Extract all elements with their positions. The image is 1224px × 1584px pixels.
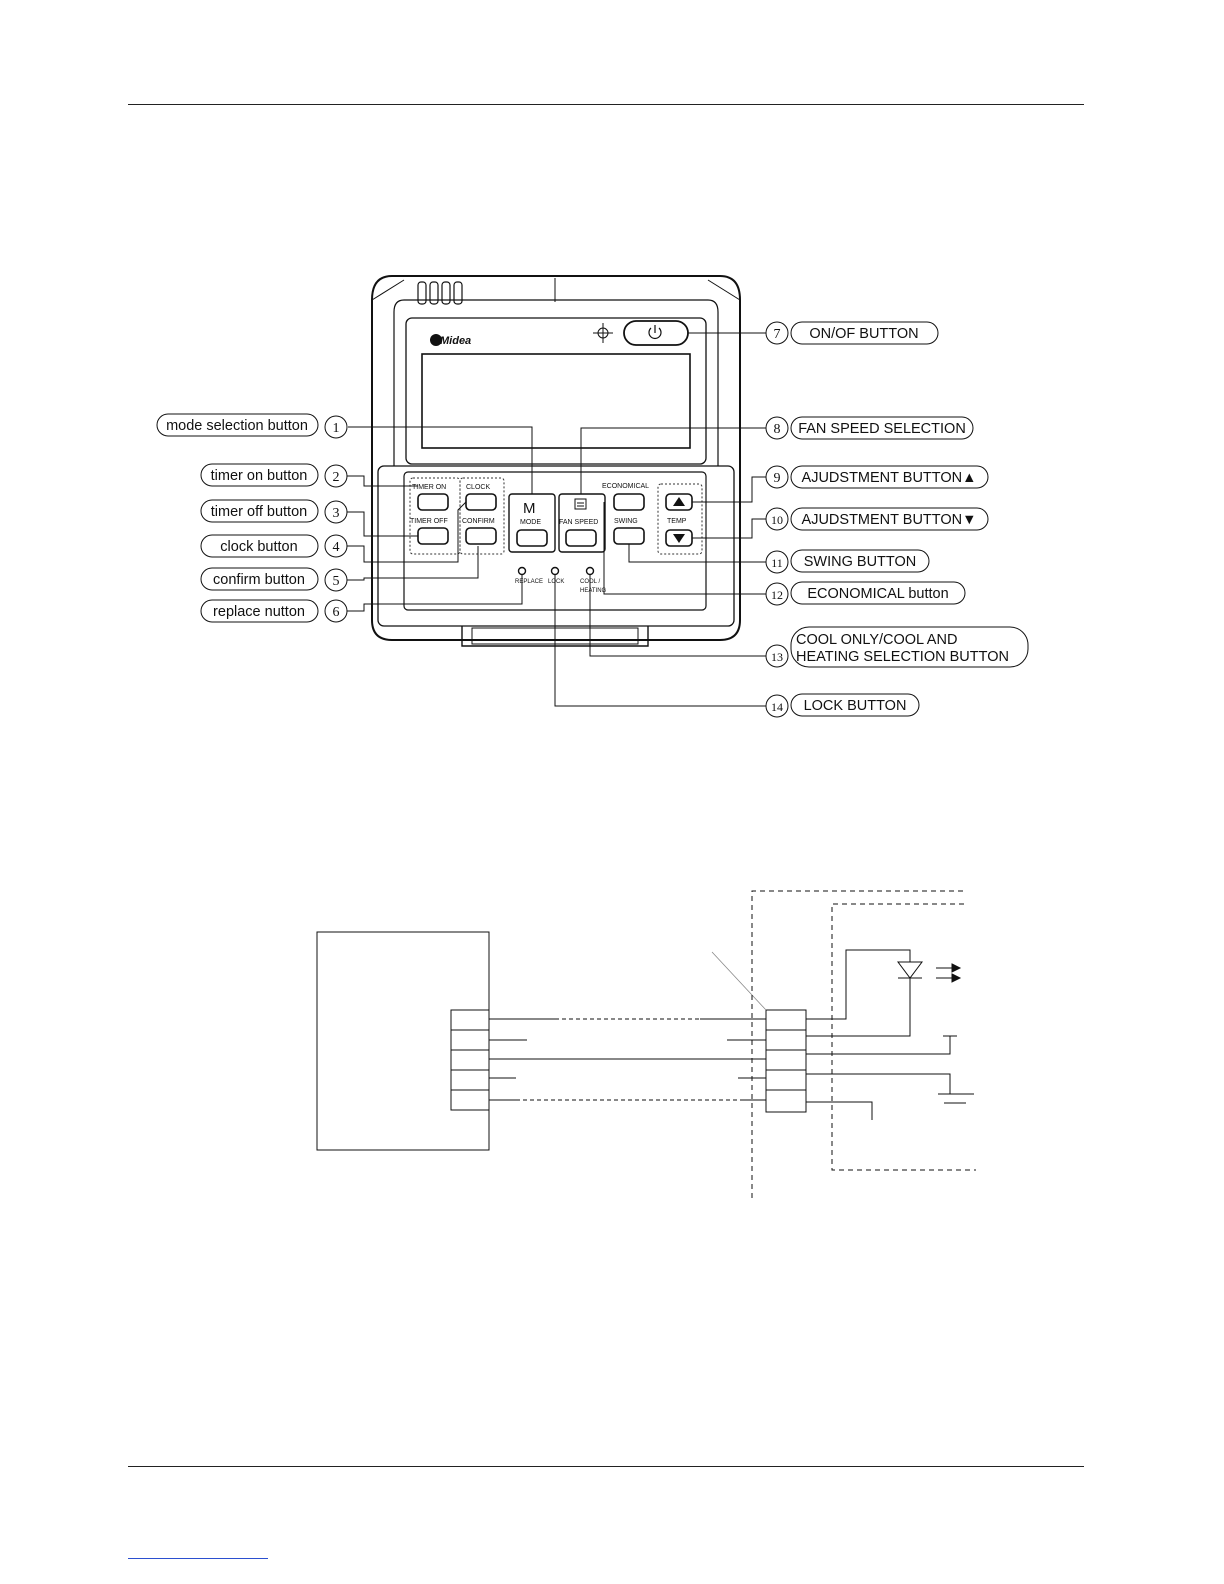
svg-text:replace nutton: replace nutton (213, 604, 305, 620)
lcd-display (422, 354, 690, 448)
svg-text:timer on button: timer on button (210, 468, 308, 484)
temp-down-button[interactable] (666, 530, 692, 546)
callout-4 (201, 535, 347, 557)
swing-label: SWING (614, 518, 638, 525)
swing-button[interactable] (614, 528, 644, 544)
fan-speed-label: FAN SPEED (559, 519, 599, 526)
svg-text:AJUDSTMENT BUTTON▼: AJUDSTMENT BUTTON▼ (801, 512, 977, 528)
svg-text:10: 10 (771, 513, 783, 527)
callout-11 (766, 550, 929, 573)
svg-text:COOL ONLY/COOL AND: COOL ONLY/COOL AND (796, 632, 958, 648)
replace-indicator (519, 568, 526, 575)
callout-8 (766, 417, 973, 439)
fan-speed-button[interactable] (559, 494, 605, 552)
confirm-button[interactable] (466, 528, 496, 544)
footer-link-underline (128, 1558, 268, 1559)
svg-text:HEATING SELECTION BUTTON: HEATING SELECTION BUTTON (796, 649, 1009, 665)
svg-text:13: 13 (771, 650, 783, 664)
crosshair-icon (593, 323, 613, 343)
timer-on-button[interactable] (418, 494, 448, 510)
lock-label: LOCK (548, 579, 565, 585)
callout-2 (201, 464, 347, 487)
temp-label: TEMP (667, 518, 687, 525)
mode-button[interactable] (509, 494, 555, 552)
callout-9 (766, 466, 988, 488)
svg-text:3: 3 (332, 506, 340, 521)
svg-text:11: 11 (771, 556, 783, 570)
svg-text:7: 7 (773, 327, 781, 342)
svg-text:6: 6 (332, 605, 340, 620)
brand-logo (430, 334, 471, 347)
svg-text:Midea: Midea (440, 335, 472, 347)
svg-text:SWING BUTTON: SWING BUTTON (803, 554, 917, 570)
heating-label: HEATING (580, 588, 607, 594)
svg-text:1: 1 (332, 421, 340, 436)
svg-text:AJUDSTMENT BUTTON▲: AJUDSTMENT BUTTON▲ (801, 470, 977, 486)
economical-button[interactable] (614, 494, 644, 510)
timer-off-button[interactable] (418, 528, 448, 544)
clock-label: CLOCK (466, 484, 491, 491)
svg-text:4: 4 (332, 540, 340, 555)
controller-block (317, 932, 489, 1150)
clock-button[interactable] (466, 494, 496, 510)
callout-13 (766, 627, 1028, 667)
unit-terminal-block (766, 1010, 806, 1112)
svg-text:ON/OF BUTTON: ON/OF BUTTON (809, 326, 919, 342)
callout-14 (766, 694, 919, 717)
svg-text:8: 8 (773, 422, 781, 437)
economical-label: ECONOMICAL (602, 483, 650, 490)
svg-text:clock button: clock button (220, 539, 298, 555)
svg-text:14: 14 (771, 700, 783, 714)
svg-text:LOCK BUTTON: LOCK BUTTON (803, 698, 907, 714)
power-button[interactable] (624, 321, 688, 345)
svg-text:timer off button: timer off button (210, 504, 308, 520)
callout-7 (766, 322, 938, 344)
wiring-diagram (317, 891, 976, 1198)
svg-text:9: 9 (773, 471, 781, 486)
lock-indicator (552, 568, 559, 575)
svg-text:ECONOMICAL button: ECONOMICAL button (807, 586, 949, 602)
svg-text:confirm button: confirm button (213, 572, 305, 588)
svg-text:mode selection button: mode selection button (166, 418, 308, 434)
vent-slots (418, 282, 462, 304)
callout-6 (201, 600, 347, 622)
footer-rule (128, 1466, 1084, 1467)
mode-letter: M (523, 500, 536, 517)
cool-heating-indicator (587, 568, 594, 575)
fan-speed-icon (575, 499, 586, 509)
led-diode-icon (898, 962, 960, 982)
callout-10 (766, 508, 988, 530)
timer-off-label: TIMER OFF (410, 518, 448, 525)
connecting-wires (489, 1019, 766, 1100)
callout-3 (201, 500, 347, 523)
svg-text:12: 12 (771, 588, 783, 602)
timer-on-label: TIMER ON (412, 484, 447, 491)
cool-label: COOL / (580, 579, 601, 585)
controller-terminal-block (451, 1010, 489, 1110)
svg-text:5: 5 (332, 574, 340, 589)
callout-1 (157, 414, 347, 438)
confirm-label: CONFIRM (462, 518, 495, 525)
mode-label: MODE (520, 519, 541, 526)
temp-up-button[interactable] (666, 494, 692, 510)
svg-text:2: 2 (332, 470, 340, 485)
callout-12 (766, 582, 965, 605)
replace-label: REPLACE (515, 579, 544, 585)
svg-text:FAN SPEED SELECTION: FAN SPEED SELECTION (798, 421, 966, 437)
callout-5 (201, 568, 347, 591)
